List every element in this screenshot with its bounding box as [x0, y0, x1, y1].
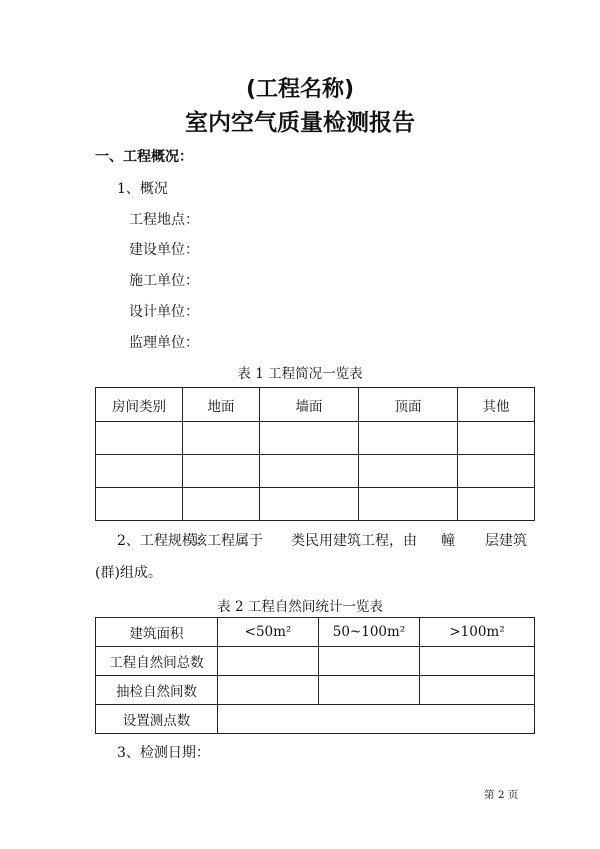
table-room-statistics [95, 617, 535, 734]
table-row [96, 422, 535, 455]
table-row-label: 抽检自然间数 [96, 676, 218, 705]
table-cell [260, 488, 359, 521]
table-cell [260, 422, 359, 455]
table-header-row [96, 618, 535, 647]
table-cell [319, 676, 420, 705]
table-cell [218, 705, 535, 734]
table-header-cell: >100m² [420, 618, 535, 647]
table-row-label: 工程自然间总数 [96, 647, 218, 676]
scale-text-a: 该工程属于 [193, 533, 263, 549]
page-number: 第 2 页 [484, 789, 519, 801]
table-cell [260, 455, 359, 488]
table-cell [319, 647, 420, 676]
table-cell [183, 488, 260, 521]
scale-label: 2、工程规模： [117, 533, 210, 549]
table-cell [420, 676, 535, 705]
table-header-cell: 建筑面积 [96, 618, 218, 647]
scale-text-e: (群)组成。 [95, 565, 162, 581]
table-cell [96, 455, 183, 488]
table-cell [218, 676, 319, 705]
table-cell [96, 422, 183, 455]
subsection-heading-overview: 1、概况 [117, 181, 168, 197]
table-header-cell: 50~100m² [319, 618, 420, 647]
field-label-owner: 建设单位： [129, 242, 199, 258]
section-heading-overview: 一、工程概况： [95, 149, 193, 165]
table2-caption: 表 2 工程自然间统计一览表 [217, 599, 383, 615]
table-row [96, 488, 535, 521]
report-title: 室内空气质量检测报告 [185, 110, 415, 136]
field-label-designer: 设计单位： [129, 304, 199, 320]
table-cell [458, 488, 535, 521]
scale-text-d: 层建筑 [485, 533, 527, 549]
table-row [96, 676, 535, 705]
table-cell [458, 455, 535, 488]
table-row [96, 455, 535, 488]
table-cell [218, 647, 319, 676]
table-row [96, 705, 535, 734]
table-cell [359, 422, 458, 455]
table-row-label: 设置测点数 [96, 705, 218, 734]
table-header-row [96, 388, 535, 422]
table-header-cell: <50m² [218, 618, 319, 647]
table-header-cell: 墙面 [260, 388, 359, 422]
table-cell [183, 455, 260, 488]
table-cell [420, 647, 535, 676]
scale-text-b: 类民用建筑工程，由 [291, 533, 417, 549]
field-label-contractor: 施工单位： [129, 273, 199, 289]
table-header-cell: 其他 [458, 388, 535, 422]
table-project-summary [95, 387, 535, 521]
table-cell [458, 422, 535, 455]
table-cell [183, 422, 260, 455]
table-header-cell: 地面 [183, 388, 260, 422]
table-row [96, 647, 535, 676]
table-cell [359, 455, 458, 488]
field-label-location: 工程地点： [129, 212, 199, 228]
table1-caption: 表 1 工程简况一览表 [237, 366, 363, 382]
table-header-cell: 房间类别 [96, 388, 183, 422]
scale-text-c: 幢 [441, 533, 455, 549]
project-name-title: (工程名称) [245, 77, 355, 102]
date-label: 3、检测日期： [117, 745, 210, 761]
table-header-cell: 顶面 [359, 388, 458, 422]
table-cell [359, 488, 458, 521]
table-cell [96, 488, 183, 521]
field-label-supervisor: 监理单位： [129, 335, 199, 351]
